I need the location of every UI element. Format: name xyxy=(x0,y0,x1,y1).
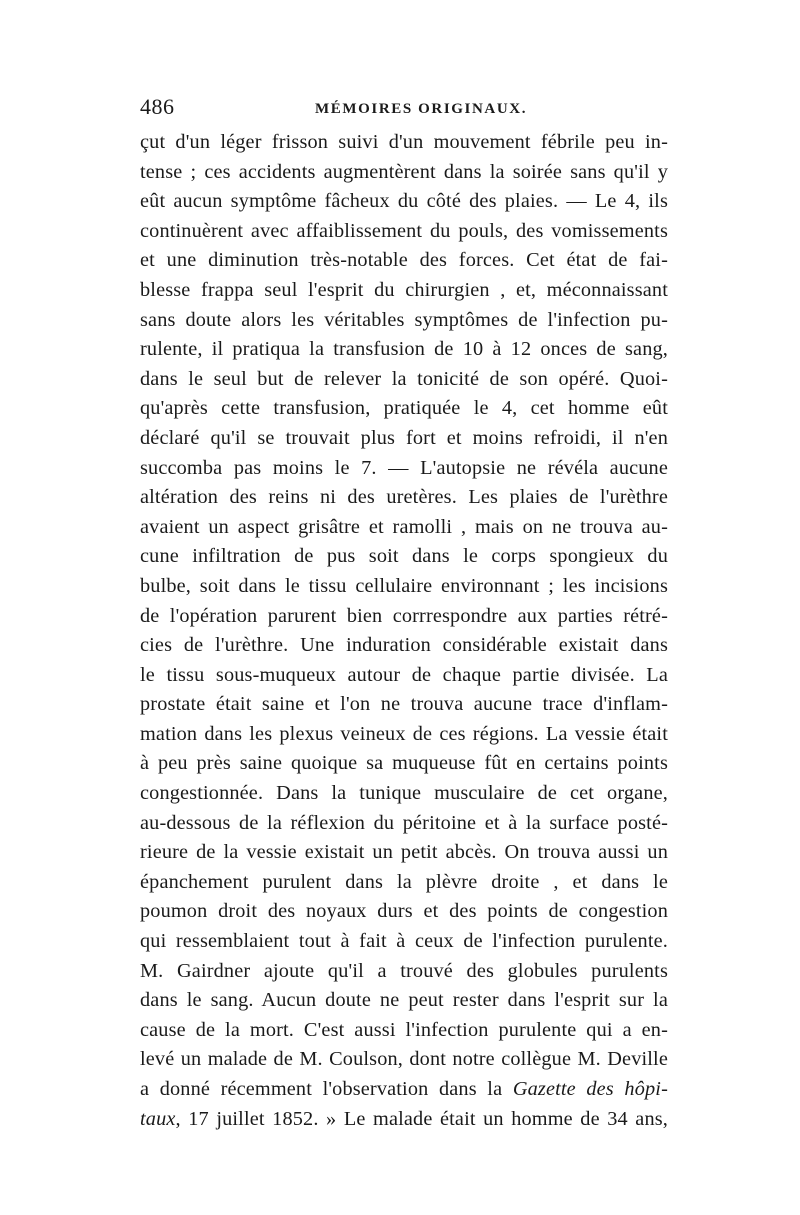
text-line: le tissu sous-muqueux autour de chaque partie divisée. La xyxy=(140,663,668,686)
text-line: levé un malade de M. Coulson, dont notre collègue M. Deville xyxy=(140,1048,668,1071)
page-header xyxy=(140,92,668,124)
text-line-final xyxy=(140,1105,668,1135)
text-line: avaient un aspect grisâtre et ramolli , mais on ne trouva au- xyxy=(140,515,668,538)
text-line: çut d'un léger frisson suivi d'un mouvement fébrile peu in- xyxy=(140,131,668,153)
text-line: cies de l'urèthre. Une induration considérable existait dans xyxy=(140,634,668,657)
text-span: a donné récemment l'observation dans la xyxy=(140,1078,503,1100)
text-line: de l'opération parurent bien corrrespondre aux parties rétré- xyxy=(140,604,668,627)
text-line: dans le seul but de relever la tonicité de son opéré. Quoi- xyxy=(140,367,668,390)
text-line: épanchement purulent dans la plèvre droite , et dans le xyxy=(140,870,668,893)
text-line: à peu près saine quoique sa muqueuse fût en certains points xyxy=(140,752,668,775)
text-line: rieure de la vessie existait un petit abcès. On trouva aussi un xyxy=(140,841,668,864)
text-span: , 17 juillet 1852. » Le malade était un homme de 34 ans, xyxy=(175,1107,668,1130)
text-line: tense ; ces accidents augmentèrent dans la soirée sans qu'il y xyxy=(140,160,668,183)
text-line: bulbe, soit dans le tissu cellulaire environnant ; les incisions xyxy=(140,574,668,597)
text-line: mation dans les plexus veineux de ces régions. La vessie était xyxy=(140,722,668,745)
text-line: dans le sang. Aucun doute ne peut rester dans l'esprit sur la xyxy=(140,989,668,1012)
text-line: prostate était saine et l'on ne trouva aucune trace d'inflam- xyxy=(140,693,668,716)
text-line: sans doute alors les véritables symptômes de l'infection pu- xyxy=(140,308,668,331)
text-line: continuèrent avec affaiblissement du pouls, des vomissements xyxy=(140,219,668,242)
text-line: congestionnée. Dans la tunique musculaire de cet organe, xyxy=(140,782,668,805)
text-line: eût aucun symptôme fâcheux du côté des plaies. — Le 4, ils xyxy=(140,190,668,213)
text-line: rulente, il pratiqua la transfusion de 10 à 12 onces de sang, xyxy=(140,338,668,361)
text-line: au-dessous de la réflexion du péritoine et à la surface posté- xyxy=(140,811,668,834)
text-line: déclaré qu'il se trouvait plus fort et moins refroidi, il n'en xyxy=(140,426,668,449)
text-line: blesse frappa seul l'esprit du chirurgien , et, méconnaissant xyxy=(140,278,668,301)
text-line: altération des reins ni des uretères. Les plaies de l'urèthre xyxy=(140,486,668,509)
text-line: et une diminution très-notable des forces. Cet état de fai- xyxy=(140,249,668,272)
text-line: M. Gairdner ajoute qu'il a trouvé des globules purulents xyxy=(140,959,668,982)
text-line: qu'après cette transfusion, pratiquée le 4, cet homme eût xyxy=(140,397,668,420)
text-line: succomba pas moins le 7. — L'autopsie ne révéla aucune xyxy=(140,456,668,479)
text-line: qui ressemblaient tout à fait à ceux de l'infection purulente. xyxy=(140,930,668,953)
journal-title-continued: taux xyxy=(140,1107,176,1130)
journal-title: Gazette des hôpi- xyxy=(512,1078,668,1100)
text-line: cause de la mort. C'est aussi l'infection purulente qui a en- xyxy=(140,1018,668,1041)
body-text xyxy=(140,128,668,1134)
text-line: poumon droit des noyaux durs et des points de congestion xyxy=(140,900,668,923)
page-number: 486 xyxy=(140,94,175,119)
running-head: MÉMOIRES ORIGINAUX. xyxy=(315,101,528,117)
text-line: cune infiltration de pus soit dans le corps spongieux du xyxy=(140,545,668,568)
text-line-with-citation xyxy=(140,1075,668,1105)
